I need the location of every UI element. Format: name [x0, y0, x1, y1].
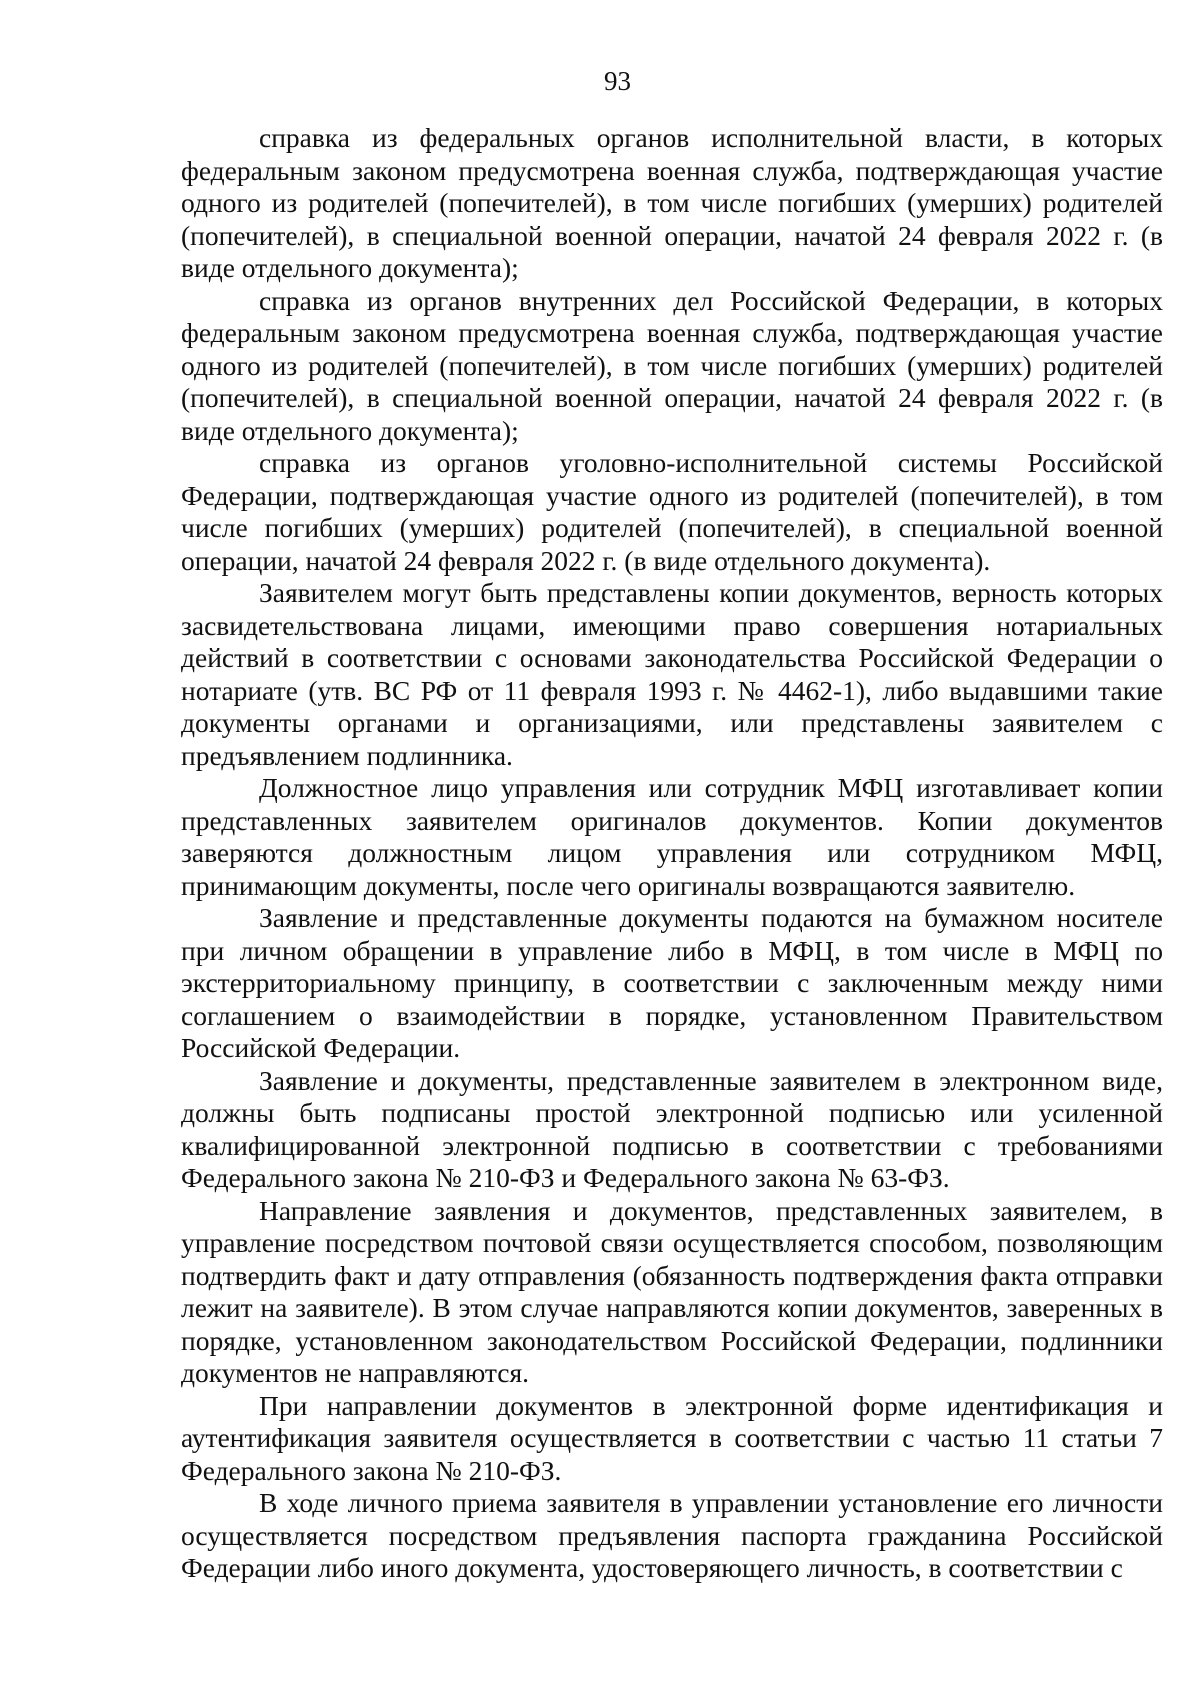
document-body	[181, 122, 1163, 1585]
paragraph: справка из органов уголовно-исполнительной системы Российской Федерации, подтверждающая участие одного из родителей (попечителей), в том числе погибших (умерших) родителей (попечителей), в специальной военной операции, начатой 24 февраля 2022 г. (в виде отдельного документа).	[181, 447, 1163, 576]
paragraph: Должностное лицо управления или сотрудник МФЦ изготавливает копии представленных заявителем оригиналов документов. Копии документов заверяются должностным лицом управления или сотрудником МФЦ, принимающим документы, после чего оригиналы возвращаются заявителю.	[181, 772, 1163, 901]
paragraph: В ходе личного приема заявителя в управлении установление его личности осуществляется посредством предъявления паспорта гражданина Российской Федерации либо иного документа, удостоверяющего личность, в соответствии с	[181, 1487, 1163, 1583]
paragraph: Заявление и документы, представленные заявителем в электронном виде, должны быть подписаны простой электронной подписью или усиленной квалифицированной электронной подписью в соответствии с требованиями Федерального закона № 210-ФЗ и Федерального закона № 63-ФЗ.	[181, 1064, 1163, 1193]
paragraph: Направление заявления и документов, представленных заявителем, в управление посредством почтовой связи осуществляется способом, позволяющим подтвердить факт и дату отправления (обязанность подтверждения факта отправки лежит на заявителе). В этом случае направляются копии документов, заверенных в порядке, установленном законодательством Российской Федерации, подлинники документов не направляются.	[181, 1194, 1163, 1388]
paragraph: справка из федеральных органов исполнительной власти, в которых федеральным законом предусмотрена военная служба, подтверждающая участие одного из родителей (попечителей), в том числе погибших (умерших) родителей (попечителей), в специальной военной операции, начатой 24 февраля 2022 г. (в виде отдельного документа);	[181, 122, 1163, 283]
paragraph: Заявителем могут быть представлены копии документов, верность которых засвидетельствована лицами, имеющими право совершения нотариальных действий в соответствии с основами законодательства Российской Федерации о нотариате (утв. ВС РФ от 11 февраля 1993 г. № 4462-1), либо выдавшими такие документы органами и организациями, или представлены заявителем с предъявлением подлинника.	[181, 577, 1163, 771]
paragraph: справка из органов внутренних дел Российской Федерации, в которых федеральным законом предусмотрена военная служба, подтверждающая участие одного из родителей (попечителей), в том числе погибших (умерших) родителей (попечителей), в специальной военной операции, начатой 24 февраля 2022 г. (в виде отдельного документа);	[181, 284, 1163, 446]
page-number: 93	[604, 66, 631, 96]
paragraph: Заявление и представленные документы подаются на бумажном носителе при личном обращении в управление либо в МФЦ, в том числе в МФЦ по экстерриториальному принципу, в соответствии с заключенным между ними соглашением о взаимодействии в порядке, установленном Правительством Российской Федерации.	[181, 902, 1163, 1063]
paragraph: При направлении документов в электронной форме идентификация и аутентификация заявителя осуществляется в соответствии с частью 11 статьи 7 Федерального закона № 210-ФЗ.	[181, 1389, 1163, 1486]
